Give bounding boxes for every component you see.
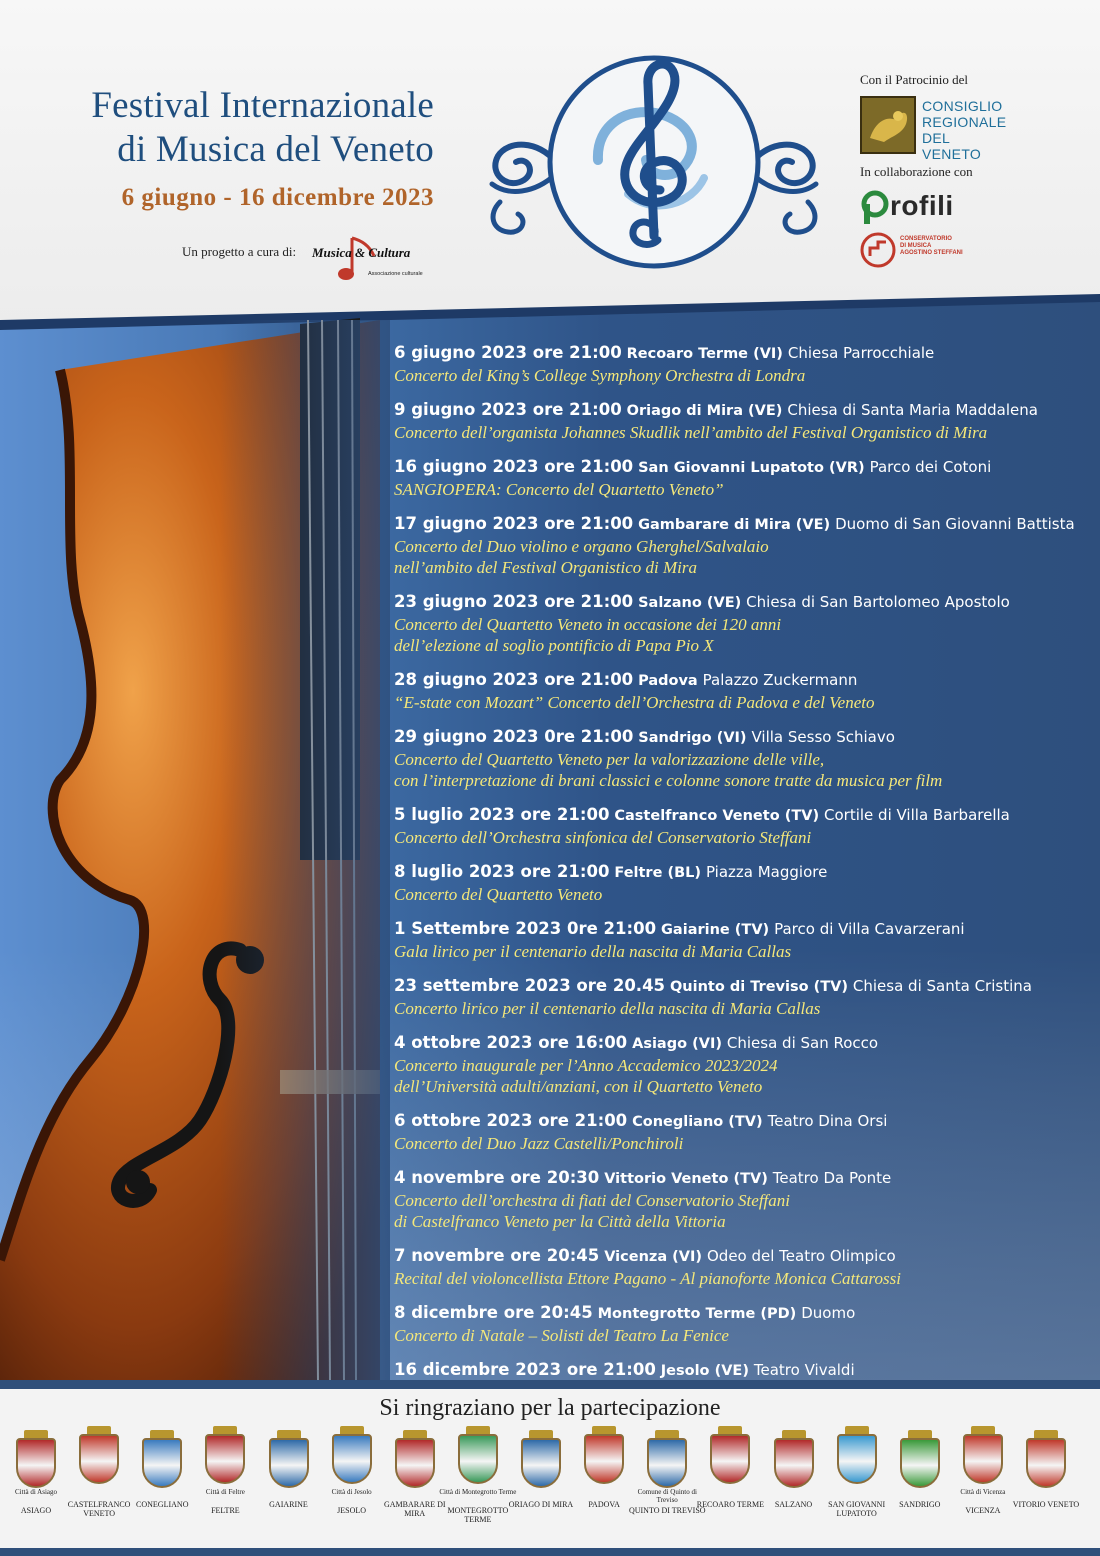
crest-vitorio-veneto (1014, 1420, 1078, 1530)
event-header (394, 591, 1094, 614)
event-venue: Chiesa di San Bartolomeo Apostolo (746, 593, 1010, 611)
events-list (394, 342, 1094, 1416)
coat-of-arms-icon (900, 1438, 940, 1488)
municipal-crests (16, 1420, 1086, 1530)
event-place: Jesolo (VE) (660, 1363, 749, 1379)
crest-feltre (193, 1420, 257, 1530)
coat-of-arms-icon (710, 1434, 750, 1484)
crest-name: QUINTO DI TREVISO (628, 1506, 706, 1515)
crest-name: CASTELFRANCO VENETO (67, 1500, 131, 1518)
event-header (394, 342, 1094, 365)
crest-caption: Città di Jesolo (331, 1488, 372, 1496)
crown-icon (908, 1430, 932, 1438)
event-place: Gambarare di Mira (VE) (638, 517, 831, 533)
crest-name: PADOVA (588, 1500, 620, 1509)
crest-name: VITORIO VENETO (1012, 1500, 1080, 1509)
coat-of-arms-icon (269, 1438, 309, 1488)
organizer-name: Musica & Cultura (312, 245, 411, 260)
event-item (394, 726, 1094, 791)
organizer-subtitle: Associazione culturale (368, 271, 423, 277)
event-venue: Villa Sesso Schiavo (751, 728, 895, 746)
profili-wordmark: rofili (890, 190, 954, 221)
crown-icon (718, 1426, 742, 1434)
event-description: dell’Università adulti/anziani, con il Quartetto Veneto (394, 1077, 763, 1096)
event-item (394, 513, 1094, 578)
conservatorio-line-2: DI MUSICA (900, 243, 932, 249)
crown-icon (655, 1430, 679, 1438)
event-place: Recoaro Terme (VI) (626, 346, 783, 362)
crown-icon (213, 1426, 237, 1434)
crest-caption: Città di Feltre (205, 1488, 245, 1496)
event-description: Concerto del Quartetto Veneto per la valorizzazione delle ville, (394, 750, 825, 769)
crest-name: GAIARINE (269, 1500, 308, 1509)
conservatorio-text (900, 236, 963, 257)
event-venue: Teatro Vivaldi (753, 1361, 855, 1379)
crest-quinto-di-treviso (628, 1420, 706, 1530)
title-line-2: di Musica del Veneto (117, 129, 434, 170)
conservatorio-mark-icon (860, 230, 896, 270)
consiglio-text (922, 98, 1010, 162)
crest-recoaro-terme (698, 1420, 762, 1530)
crest-name: VICENZA (965, 1506, 1001, 1515)
event-date: 16 dicembre 2023 ore 21:00 (394, 1360, 656, 1379)
coat-of-arms-icon (647, 1438, 687, 1488)
event-description: Concerto inaugurale per l’Anno Accademico 2023/2024 (394, 1056, 778, 1075)
crown-icon (466, 1426, 490, 1434)
event-place: Vicenza (VI) (604, 1249, 703, 1265)
event-venue: Parco dei Cotoni (869, 458, 992, 476)
event-item (394, 1167, 1094, 1232)
event-date: 23 giugno 2023 ore 21:00 (394, 592, 634, 611)
event-venue: Duomo (801, 1304, 856, 1322)
event-header (394, 918, 1094, 941)
event-item (394, 861, 1094, 905)
event-venue: Chiesa di Santa Maria Maddalena (787, 401, 1038, 419)
crown-icon (340, 1426, 364, 1434)
festival-dates: 6 giugno - 16 dicembre 2023 (121, 184, 434, 211)
musica-cultura-logo (312, 232, 442, 284)
event-header (394, 975, 1094, 998)
event-place: Salzano (VE) (638, 595, 742, 611)
event-header (394, 1245, 1094, 1268)
event-item (394, 1110, 1094, 1154)
event-place: Gaiarine (TV) (661, 922, 770, 938)
event-date: 1 Settembre 2023 0re 21:00 (394, 919, 657, 938)
event-venue: Duomo di San Giovanni Battista (835, 515, 1075, 533)
event-venue: Cortile di Villa Barbarella (824, 806, 1010, 824)
event-venue: Piazza Maggiore (705, 863, 828, 881)
crest-caption: Comune di Quinto di Treviso (637, 1488, 697, 1504)
event-header (394, 513, 1094, 536)
event-date: 6 ottobre 2023 ore 21:00 (394, 1111, 628, 1130)
event-item (394, 1302, 1094, 1346)
profili-mark-icon (860, 188, 890, 228)
crest-name: ASIAGO (20, 1506, 52, 1515)
event-place: Vittorio Veneto (TV) (604, 1171, 768, 1187)
coat-of-arms-icon (79, 1434, 119, 1484)
coat-of-arms-icon (521, 1438, 561, 1488)
festival-title (91, 84, 434, 172)
event-date: 9 giugno 2023 ore 21:00 (394, 400, 622, 419)
coat-of-arms-icon (458, 1434, 498, 1484)
consiglio-line-2: REGIONALE (922, 114, 1007, 130)
coat-of-arms-icon (837, 1434, 877, 1484)
event-item (394, 975, 1094, 1019)
coat-of-arms-icon (332, 1434, 372, 1484)
event-item (394, 591, 1094, 656)
collaboration-label: In collaborazione con (860, 164, 973, 179)
treble-clef-emblem-icon (478, 44, 830, 280)
event-venue: Teatro Da Ponte (772, 1169, 892, 1187)
event-venue: Chiesa di San Rocco (726, 1034, 879, 1052)
crown-icon (403, 1430, 427, 1438)
crest-name: ORIAGO DI MIRA (508, 1500, 574, 1509)
event-venue: Odeo del Teatro Olimpico (706, 1247, 896, 1265)
event-description: di Castelfranco Veneto per la Città della Vittoria (394, 1212, 726, 1231)
event-description: dell’elezione al soglio pontificio di Papa Pio X (394, 636, 714, 655)
consiglio-line-1: CONSIGLIO (922, 98, 1003, 114)
crest-oriago-di-mira (509, 1420, 573, 1530)
event-item (394, 342, 1094, 386)
event-venue: Parco di Villa Cavarzerani (774, 920, 965, 938)
event-description: Concerto del King’s College Symphony Orchestra di Londra (394, 366, 806, 385)
event-description: Concerto dell’organista Johannes Skudlik nell’ambito del Festival Organistico di Mira (394, 423, 988, 442)
event-description: Recital del violoncellista Ettore Pagano - Al pianoforte Monica Cattarossi (394, 1269, 901, 1288)
event-date: 6 giugno 2023 ore 21:00 (394, 343, 622, 362)
event-place: Montegrotto Terme (PD) (597, 1306, 797, 1322)
coat-of-arms-icon (205, 1434, 245, 1484)
event-item (394, 456, 1094, 500)
lion-of-st-mark-icon (860, 96, 916, 154)
program-section (0, 300, 1100, 1380)
event-venue: Palazzo Zuckermann (702, 671, 858, 689)
event-header (394, 804, 1094, 827)
event-header (394, 399, 1094, 422)
crown-icon (1034, 1430, 1058, 1438)
event-description: con l’interpretazione di brani classici e colonne sonore tratte da musica per film (394, 771, 943, 790)
crest-vicenza (951, 1420, 1015, 1530)
event-description: Concerto del Duo Jazz Castelli/Ponchiroli (394, 1134, 684, 1153)
crest-name: MONTEGROTTO TERME (447, 1506, 509, 1524)
project-label: Un progetto a cura di: (182, 244, 297, 259)
event-venue: Teatro Dina Orsi (767, 1112, 888, 1130)
event-header (394, 1167, 1094, 1190)
crest-name: SALZANO (774, 1500, 813, 1509)
event-description: Concerto dell’orchestra di fiati del Conservatorio Steffani (394, 1191, 790, 1210)
thanks-heading: Si ringraziano per la partecipazione (379, 1395, 721, 1421)
event-date: 29 giugno 2023 0re 21:00 (394, 727, 634, 746)
crown-icon (971, 1426, 995, 1434)
event-description: Concerto del Quartetto Veneto (394, 885, 603, 904)
coat-of-arms-icon (774, 1438, 814, 1488)
consiglio-line-3: DEL VENETO (922, 130, 982, 162)
title-line-1: Festival Internazionale (91, 85, 434, 126)
event-description: SANGIOPERA: Concerto del Quartetto Veneto” (394, 480, 724, 499)
event-header (394, 861, 1094, 884)
crest-name: CONEGLIANO (136, 1500, 189, 1509)
crown-icon (24, 1430, 48, 1438)
event-date: 4 novembre ore 20:30 (394, 1168, 600, 1187)
event-date: 16 giugno 2023 ore 21:00 (394, 457, 634, 476)
event-date: 4 ottobre 2023 ore 16:00 (394, 1033, 628, 1052)
crown-icon (87, 1426, 111, 1434)
event-description: Concerto del Quartetto Veneto in occasione dei 120 anni (394, 615, 782, 634)
conservatorio-line-1: CONSERVATORIO (900, 236, 952, 242)
event-place: Quinto di Treviso (TV) (669, 979, 848, 995)
coat-of-arms-icon (963, 1434, 1003, 1484)
event-header (394, 456, 1094, 479)
footer-bottom-band (0, 1548, 1100, 1556)
conservatorio-line-3: AGOSTINO STEFFANI (900, 250, 963, 256)
crown-icon (592, 1426, 616, 1434)
sponsors-column (860, 72, 1090, 256)
event-description: Concerto del Duo violino e organo Gherghel/Salvalaio (394, 537, 769, 556)
footer-top-band (0, 1380, 1100, 1389)
coat-of-arms-icon (395, 1438, 435, 1488)
crest-name: SANDRIGO (899, 1500, 941, 1509)
event-item (394, 918, 1094, 962)
event-description: Concerto di Natale – Solisti del Teatro La Fenice (394, 1326, 729, 1345)
crest-name: SAN GIOVANNI LUPATOTO (828, 1500, 886, 1518)
event-place: San Giovanni Lupatoto (VR) (638, 460, 865, 476)
crest-san-giovanni-lupatoto (825, 1420, 889, 1530)
event-item (394, 804, 1094, 848)
coat-of-arms-icon (584, 1434, 624, 1484)
crest-caption: Città di Montegrotto Terme (439, 1488, 517, 1496)
event-place: Conegliano (TV) (632, 1114, 763, 1130)
event-date: 23 settembre 2023 ore 20.45 (394, 976, 666, 995)
profili-logo (860, 188, 980, 228)
event-description: Gala lirico per il centenario della nascita di Maria Callas (394, 942, 792, 961)
coat-of-arms-icon (142, 1438, 182, 1488)
event-place: Sandrigo (VI) (638, 730, 747, 746)
patronage-label: Con il Patrocinio del (860, 72, 968, 87)
event-item (394, 399, 1094, 443)
event-description: Concerto lirico per il centenario della nascita di Maria Callas (394, 999, 821, 1018)
event-place: Padova (638, 673, 698, 689)
crest-castelfranco-veneto (67, 1420, 131, 1530)
consiglio-regionale-logo (860, 96, 1010, 162)
event-place: Asiago (VI) (632, 1036, 722, 1052)
event-date: 8 luglio 2023 ore 21:00 (394, 862, 610, 881)
event-place: Oriago di Mira (VE) (626, 403, 783, 419)
event-date: 28 giugno 2023 ore 21:00 (394, 670, 634, 689)
event-date: 5 luglio 2023 ore 21:00 (394, 805, 610, 824)
event-date: 8 dicembre ore 20:45 (394, 1303, 593, 1322)
crown-icon (782, 1430, 806, 1438)
crown-icon (529, 1430, 553, 1438)
conservatorio-logo (860, 230, 990, 274)
event-description: nell’ambito del Festival Organistico di Mira (394, 558, 697, 577)
crest-name: RECOARO TERME (696, 1500, 764, 1509)
event-description: “E-state con Mozart” Concerto dell’Orchestra di Padova e del Veneto (394, 693, 875, 712)
event-header (394, 1110, 1094, 1133)
event-header (394, 1032, 1094, 1055)
event-date: 7 novembre ore 20:45 (394, 1246, 600, 1265)
coat-of-arms-icon (1026, 1438, 1066, 1488)
crown-icon (150, 1430, 174, 1438)
event-header (394, 1359, 1094, 1382)
event-place: Feltre (BL) (614, 865, 702, 881)
crest-caption: Città di Vicenza (960, 1488, 1006, 1496)
event-item (394, 1245, 1094, 1289)
event-item (394, 1032, 1094, 1097)
event-header (394, 669, 1094, 692)
crown-icon (845, 1426, 869, 1434)
event-item (394, 669, 1094, 713)
crest-name: FELTRE (211, 1506, 240, 1515)
crest-montegrotto-terme (439, 1420, 517, 1530)
event-header (394, 1302, 1094, 1325)
event-date: 17 giugno 2023 ore 21:00 (394, 514, 634, 533)
event-header (394, 726, 1094, 749)
coat-of-arms-icon (16, 1438, 56, 1488)
crest-name: JESOLO (337, 1506, 367, 1515)
header (0, 0, 1100, 330)
event-venue: Chiesa di Santa Cristina (852, 977, 1032, 995)
event-place: Castelfranco Veneto (TV) (614, 808, 820, 824)
event-description: Concerto dell’Orchestra sinfonica del Conservatorio Steffani (394, 828, 812, 847)
crown-icon (277, 1430, 301, 1438)
crest-caption: Città di Asiago (15, 1488, 57, 1496)
event-venue: Chiesa Parrocchiale (787, 344, 935, 362)
crest-name: GAMBARARE DI MIRA (383, 1500, 446, 1518)
